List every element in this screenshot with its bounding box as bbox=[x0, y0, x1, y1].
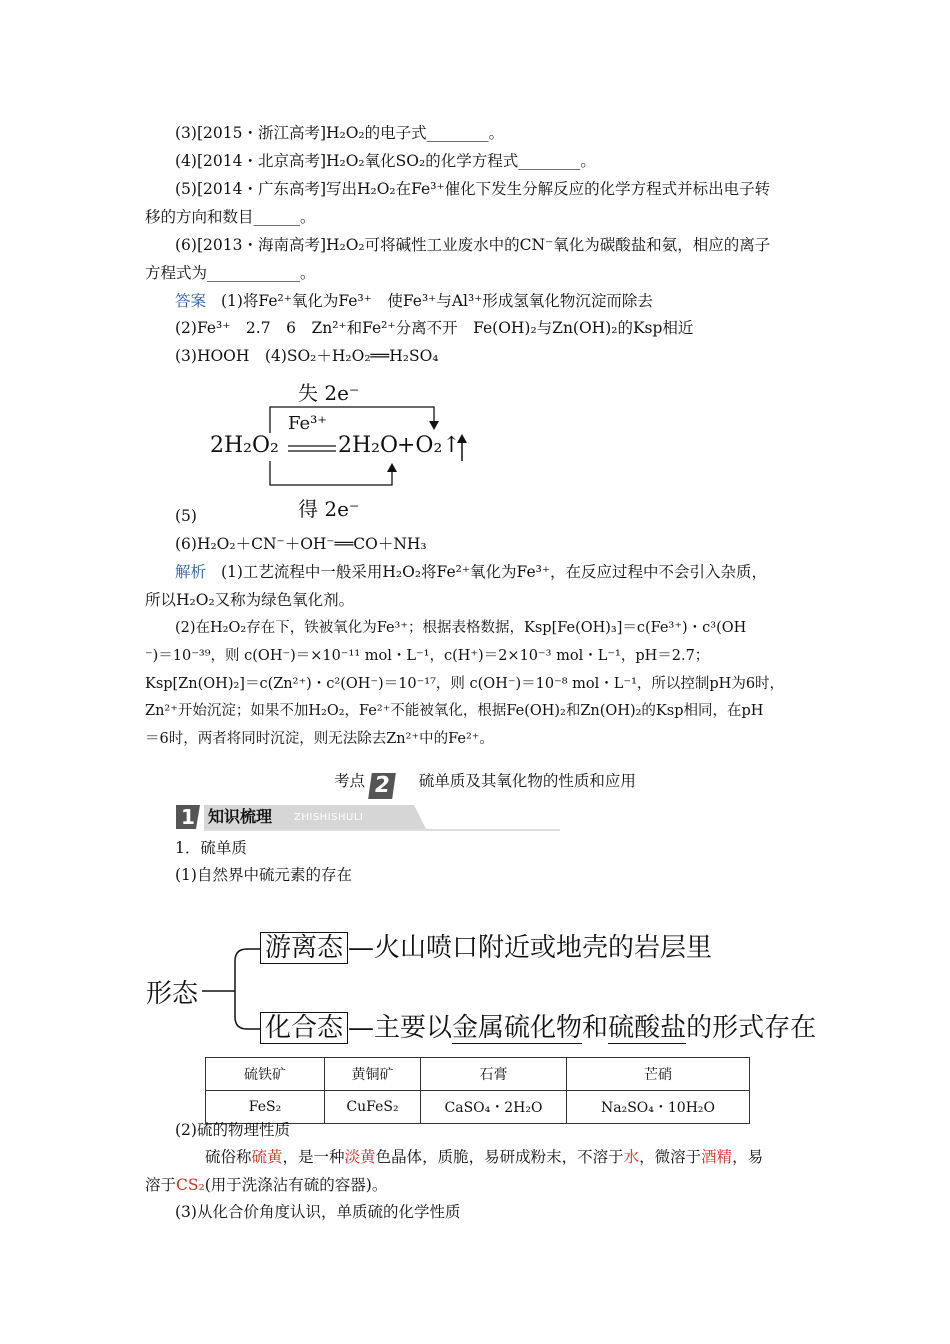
table-header-cell: 石膏 bbox=[421, 1058, 567, 1091]
minerals-table bbox=[205, 1057, 750, 1124]
table-header-cell: 硫铁矿 bbox=[206, 1058, 325, 1091]
phys-text: ，是一种 bbox=[282, 1148, 345, 1166]
section-heading bbox=[334, 770, 636, 799]
question-5-line2: 移的方向和数目______。 bbox=[145, 208, 316, 226]
phys-text: (用于洗涤沾有硫的容器)。 bbox=[204, 1176, 388, 1194]
section-title: 硫单质及其氧化物的性质和应用 bbox=[418, 772, 636, 790]
table-header-cell: 黄铜矿 bbox=[325, 1058, 421, 1091]
question-6-line1: (6)[2013・海南高考]H₂O₂可将碱性工业废水中的CN⁻氧化为碳酸盐和氨，相应的离子 bbox=[175, 236, 771, 254]
phys-highlight: 硫黄 bbox=[251, 1148, 283, 1166]
physical-properties-line1 bbox=[205, 1146, 763, 1168]
analysis-label: 解析 bbox=[175, 563, 207, 581]
electron-transfer-diagram bbox=[200, 375, 500, 525]
sulfate-underlined: 硫酸盐 bbox=[608, 1013, 687, 1043]
analysis-2-line1: (2)在H₂O₂存在下，铁被氧化为Fe³⁺；根据表格数据，Ksp[Fe(OH)₃]＝c(Fe³⁺)・c³(OH bbox=[175, 620, 747, 636]
phys-text: ，微溶于 bbox=[639, 1148, 702, 1166]
analysis-1-text: (1)工艺流程中一般采用H₂O₂将Fe²⁺氧化为Fe³⁺，在反应过程中不会引入杂质， bbox=[220, 563, 768, 581]
section-number-badge: 2 bbox=[368, 773, 396, 799]
free-state-description: —火山喷口附近或地壳的岩层里 bbox=[348, 933, 713, 963]
free-state-box: 游离态 bbox=[260, 932, 348, 964]
answer-6: (6)H₂O₂＋CN⁻＋OH⁻══CO＋NH₃ bbox=[175, 535, 427, 553]
section-1-3-title: (3)从化合价角度认识，单质硫的化学性质 bbox=[175, 1203, 461, 1221]
question-3: (3)[2015・浙江高考]H₂O₂的电子式________。 bbox=[175, 124, 505, 142]
answer-label: 答案 bbox=[175, 292, 207, 310]
analysis-1-line1 bbox=[175, 561, 767, 583]
lose-electrons-label: 失 2e⁻ bbox=[298, 381, 360, 405]
catalyst-label: Fe³⁺ bbox=[288, 413, 327, 434]
analysis-2-line3: Ksp[Zn(OH)₂]＝c(Zn²⁺)・c²(OH⁻)＝10⁻¹⁷，则 c(OH⁻)＝10⁻⁸ mol・L⁻¹，所以控制pH为6时， bbox=[145, 676, 785, 692]
metal-sulfide-underlined: 金属硫化物 bbox=[452, 1013, 583, 1043]
answer-2: (2)Fe³⁺ 2.7 6 Zn²⁺和Fe²⁺分离不开 Fe(OH)₂与Zn(OH)₂的Ksp相近 bbox=[175, 319, 694, 337]
physical-properties-line2 bbox=[145, 1174, 387, 1196]
analysis-1-line2: 所以H₂O₂又称为绿色氧化剂。 bbox=[145, 591, 355, 609]
analysis-2-line5: ＝6时，两者将同时沉淀，则无法除去Zn²⁺中的Fe²⁺。 bbox=[145, 731, 494, 747]
combined-desc-suffix: 的形式存在 bbox=[686, 1013, 817, 1043]
knowledge-banner bbox=[176, 803, 560, 831]
table-header-cell: 芒硝 bbox=[567, 1058, 750, 1091]
answer-1 bbox=[175, 290, 653, 312]
banner-number: 1 bbox=[181, 805, 195, 829]
product-water: 2H₂O bbox=[338, 433, 399, 458]
phys-text: 溶于 bbox=[145, 1176, 177, 1194]
phys-highlight: 淡黄 bbox=[344, 1148, 376, 1166]
phys-text: 硫俗称 bbox=[205, 1148, 252, 1166]
analysis-2-line2: ⁻)＝10⁻³⁹，则 c(OH⁻)＝×10⁻¹¹ mol・L⁻¹，c(H⁺)＝2×10⁻³ mol・L⁻¹，pH＝2.7； bbox=[145, 648, 710, 664]
combined-desc-mid: 和 bbox=[582, 1013, 609, 1043]
sulfur-forms-diagram bbox=[140, 925, 820, 1055]
section-1-2-title: (2)硫的物理性质 bbox=[175, 1121, 290, 1139]
answer-5-label: (5) bbox=[175, 507, 197, 525]
reactant-h2o2: 2H₂O₂ bbox=[210, 433, 279, 458]
question-6-line2: 方程式为____________。 bbox=[145, 264, 316, 282]
phys-text: ，易 bbox=[732, 1148, 764, 1166]
combined-state-row bbox=[260, 1011, 816, 1045]
table-header-row bbox=[206, 1058, 750, 1091]
table-cell: FeS₂ bbox=[206, 1091, 325, 1124]
answer-3-4: (3)HOOH (4)SO₂＋H₂O₂══H₂SO₄ bbox=[175, 347, 439, 365]
phys-highlight: 水 bbox=[623, 1148, 640, 1166]
phys-highlight: CS₂ bbox=[176, 1176, 205, 1194]
question-5-line1: (5)[2014・广东高考]写出H₂O₂在Fe³⁺催化下发生分解反应的化学方程式并标出电子转 bbox=[175, 180, 771, 198]
table-cell: CaSO₄・2H₂O bbox=[421, 1091, 567, 1124]
gain-electrons-label: 得 2e⁻ bbox=[298, 497, 360, 521]
phys-highlight: 酒精 bbox=[701, 1148, 733, 1166]
combined-state-box: 化合态 bbox=[260, 1012, 348, 1044]
product-oxygen: +O₂↑ bbox=[397, 433, 461, 458]
table-cell: CuFeS₂ bbox=[325, 1091, 421, 1124]
banner-pinyin: ZHISHISHULI bbox=[294, 812, 364, 823]
banner-title: 知识梳理 bbox=[208, 807, 273, 826]
analysis-2-line4: Zn²⁺开始沉淀；如果不加H₂O₂，Fe²⁺不能被氧化，根据Fe(OH)₂和Zn(OH)₂的Ksp相同，在pH bbox=[145, 703, 764, 719]
section-prefix: 考点 bbox=[334, 772, 366, 790]
table-cell: Na₂SO₄・10H₂O bbox=[567, 1091, 750, 1124]
section-1-1-title: (1)自然界中硫元素的存在 bbox=[175, 866, 352, 884]
free-state-row bbox=[260, 931, 712, 965]
section-1-title: 1．硫单质 bbox=[175, 839, 247, 857]
forms-root-label: 形态 bbox=[146, 979, 199, 1009]
phys-text: 色晶体，质脆，易研成粉末，不溶于 bbox=[375, 1148, 624, 1166]
question-4: (4)[2014・北京高考]H₂O₂氧化SO₂的化学方程式________。 bbox=[175, 152, 596, 170]
combined-desc-prefix: —主要以 bbox=[348, 1013, 453, 1043]
answer-1-text: (1)将Fe²⁺氧化为Fe³⁺ 使Fe³⁺与Al³⁺形成氢氧化物沉淀而除去 bbox=[220, 292, 653, 310]
